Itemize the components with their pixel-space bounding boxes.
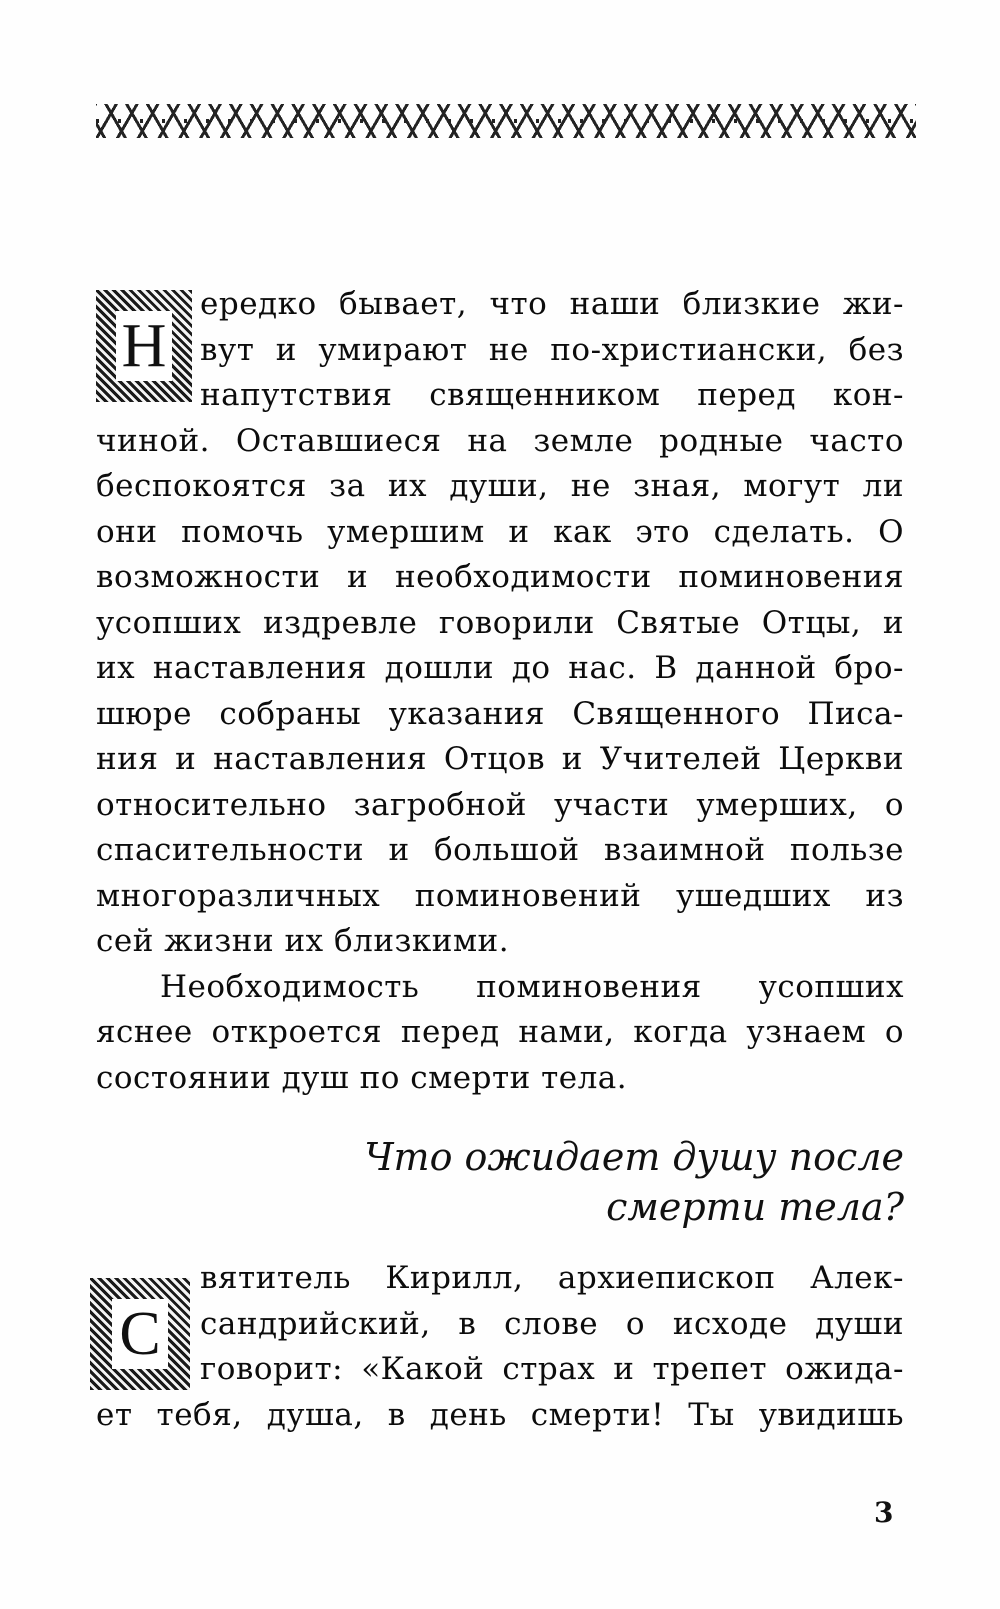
text-line: они помочь умершим и как это сделать. О — [96, 513, 904, 550]
text-line: шюре собраны указания Священного Писа- — [96, 695, 904, 732]
text-line: спасительности и большой взаимной пользе — [96, 832, 904, 868]
text-line: состоянии душ по смерти тела. — [96, 1059, 628, 1096]
text-line: чиной. Оставшиеся на земле родные часто — [96, 422, 904, 459]
text-line: усопших издревле говорили Святые Отцы, и — [96, 604, 904, 641]
text-line: сей жизни их близкими. — [96, 923, 510, 959]
section-heading — [304, 1132, 904, 1232]
text-line: беспокоятся за их души, не зная, могут ли — [96, 468, 904, 504]
text-line: напутствия священником перед кон- — [200, 377, 904, 413]
text-line: многоразличных поминовений ушедших из — [96, 877, 904, 914]
text-line: возможности и необходимости поминовения — [96, 559, 904, 595]
text-line: ередко бывает, что наши близкие жи- — [200, 286, 904, 322]
text-line: вут и умирают не по-христиански, без — [200, 331, 904, 368]
dropcap-letter: Н — [116, 311, 172, 381]
text-line: относительно загробной участи умерших, о — [96, 786, 904, 823]
quote-paragraph — [96, 1256, 904, 1438]
intro-paragraph — [96, 282, 904, 1101]
heading-line-1: Что ожидает душу после — [364, 1135, 904, 1179]
text-line: Необходимость поминовения усопших — [160, 968, 904, 1005]
text-line: их наставления дошли до нас. В данной бро- — [96, 650, 904, 686]
text-line: ния и наставления Отцов и Учителей Церкви — [96, 741, 904, 777]
text-line: яснее откроется перед нами, когда узнаем о — [96, 1014, 904, 1050]
heading-line-2: смерти тела? — [606, 1185, 904, 1229]
text-line: сандрийский, в слове о исходе души — [200, 1305, 904, 1342]
text-line: вятитель Кирилл, архиепископ Алек- — [200, 1260, 904, 1296]
text-line: ет тебя, душа, в день смерти! Ты увидишь — [96, 1396, 904, 1433]
text-line: говорит: «Какой страх и трепет ожида- — [200, 1351, 904, 1387]
decorative-border-ornament — [96, 104, 916, 138]
dropcap-letter: С — [112, 1299, 168, 1369]
page-number: 3 — [874, 1496, 894, 1529]
